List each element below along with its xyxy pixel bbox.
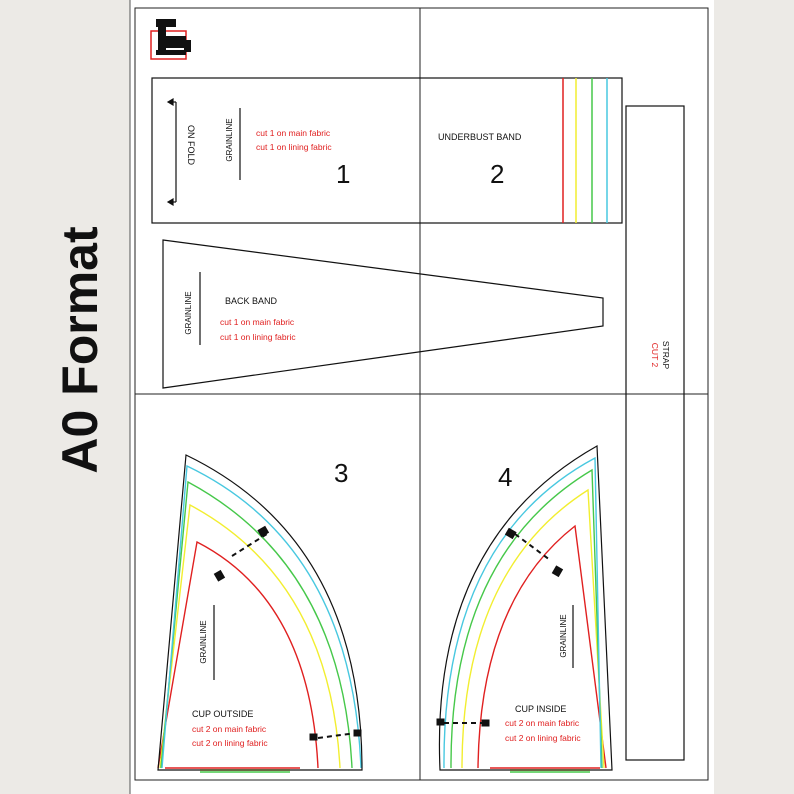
format-title-text: A0 Format	[52, 226, 108, 474]
on-fold-label: ON FOLD	[186, 124, 196, 166]
back-band-grainline-label: GRAINLINE	[184, 291, 193, 335]
piece4-cut-lining: cut 2 on lining fabric	[505, 733, 581, 743]
strap-name: STRAP	[661, 340, 671, 370]
back-band-cut-lining: cut 1 on lining fabric	[220, 332, 296, 342]
piece1-grainline-label: GRAINLINE	[225, 118, 234, 162]
strap-cut: CUT 2	[650, 342, 660, 368]
piece1-cut-lining: cut 1 on lining fabric	[256, 142, 332, 152]
piece2-number: 2	[490, 159, 505, 189]
piece4-name: CUP INSIDE	[515, 704, 567, 714]
piece1-number: 1	[336, 159, 351, 189]
piece3-cut-lining: cut 2 on lining fabric	[192, 738, 268, 748]
piece3-number: 3	[334, 458, 349, 488]
back-band-name: BACK BAND	[225, 296, 278, 306]
piece3-grainline-label: GRAINLINE	[199, 620, 208, 664]
piece3-name: CUP OUTSIDE	[192, 709, 254, 719]
piece1-cut-main: cut 1 on main fabric	[256, 128, 331, 138]
piece4-number: 4	[498, 462, 513, 492]
back-band-cut-main: cut 1 on main fabric	[220, 317, 295, 327]
piece3-cut-main: cut 2 on main fabric	[192, 724, 267, 734]
piece2-name: UNDERBUST BAND	[438, 132, 522, 142]
piece4-cut-main: cut 2 on main fabric	[505, 718, 580, 728]
piece4-grainline-label: GRAINLINE	[559, 614, 568, 658]
